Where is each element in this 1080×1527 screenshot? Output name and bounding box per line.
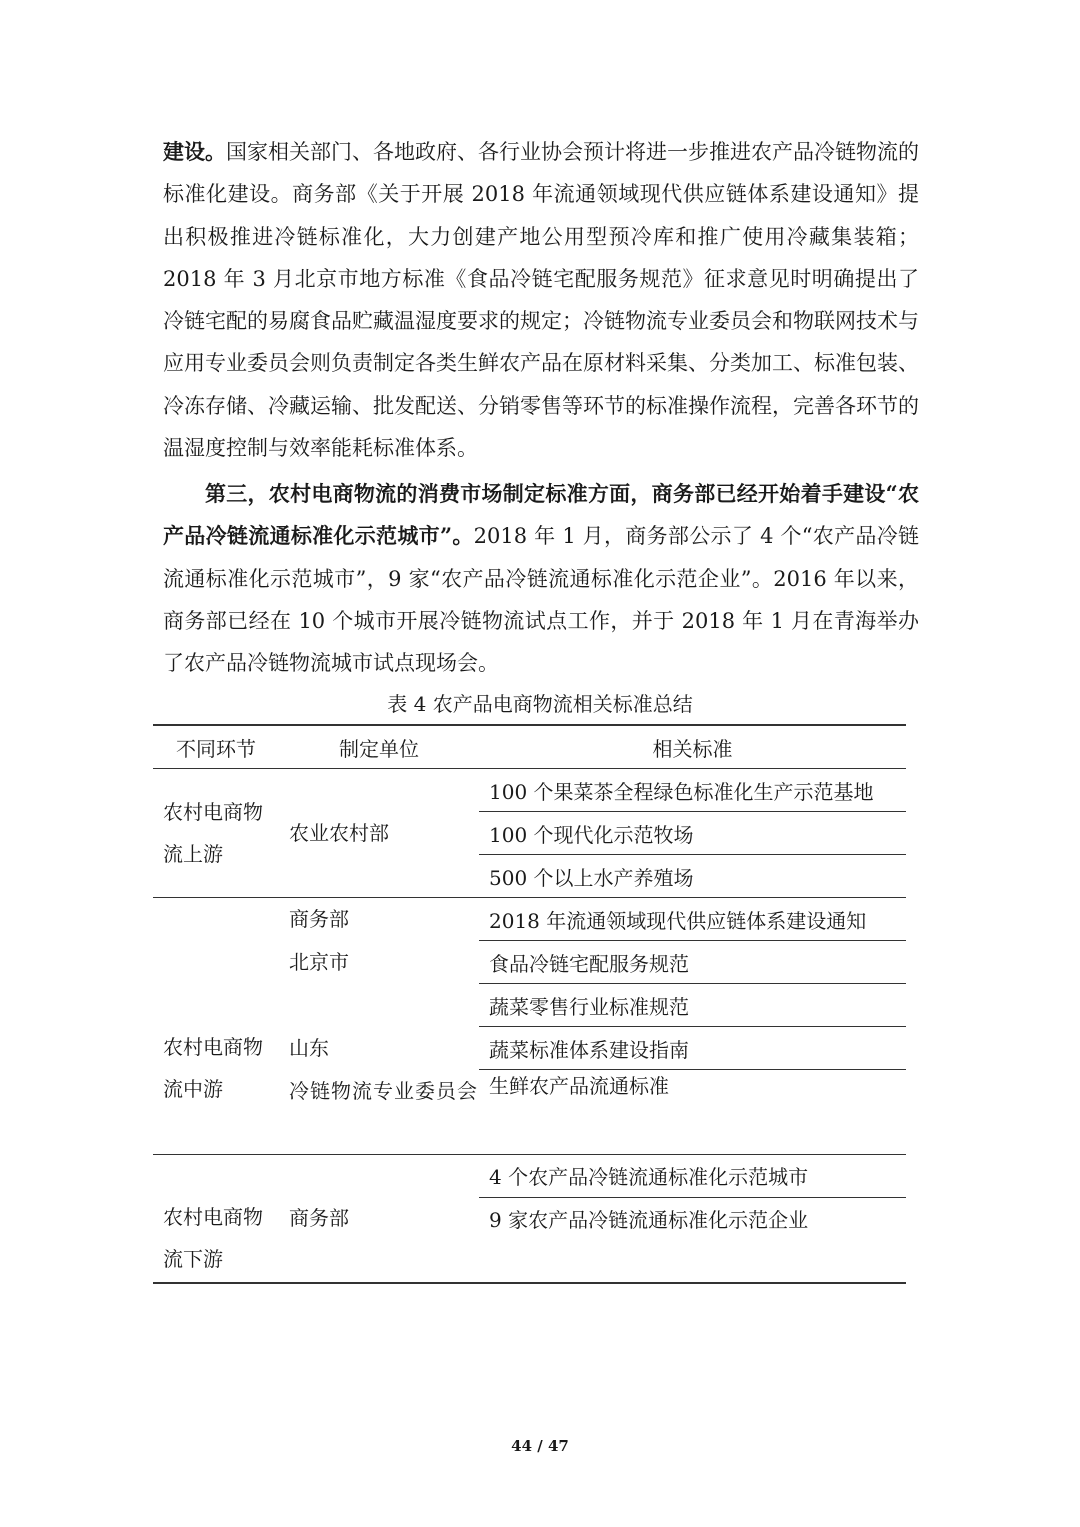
paragraph-body: 国家相关部门、各地政府、各行业协会预计将进一步推进农产品冷链物流的标准化建设。商务部《关于开展 2018 年流通领域现代供应链体系建设通知》提出积极推进冷链标准化，大力创建产地公用型预冷库和推广使用冷藏集装箱；2018 年 3 月北京市地方标准《食品冷链宅配服务规范》征求意见时明确提出了冷链宅配的易腐食品贮藏温湿度要求的规定；冷链物流专业委员会和物联网技术与应用专业委员会则负责制定各类生鲜农产品在原材料采集、分类加工、标准包装、冷冻存储、冷藏运输、批发配送、分销零售等环节的标准操作流程，完善各环节的温湿度控制与效率能耗标准体系。 <box>163 140 919 461</box>
standard-cell: 4 个农产品冷链流通标准化示范城市 <box>479 1154 906 1197</box>
org-cell: 农业农村部 <box>279 769 479 898</box>
standard-cell: 500 个以上水产养殖场 <box>479 855 906 898</box>
table-row <box>153 898 906 941</box>
standard-cell: 食品冷链宅配服务规范 <box>479 941 906 984</box>
table-caption: 表 4 农产品电商物流相关标准总结 <box>387 692 693 716</box>
paragraph-lead-bold: 第三，农村电商物流的消费市场制定标准方面，商务部已经开始着手建设“农产品冷链流通标准化示范城市”。 <box>163 481 919 549</box>
standard-cell: 100 个果菜茶全程绿色标准化生产示范基地 <box>479 769 906 812</box>
header-standard: 相关标准 <box>479 725 906 769</box>
org-cell: 北京市 <box>289 949 349 974</box>
paragraph-cold-chain-standards <box>163 131 919 469</box>
page-number: 44 / 47 <box>511 1437 569 1455</box>
standard-cell: 100 个现代化示范牧场 <box>479 812 906 855</box>
paragraph-consumer-market-standards <box>163 473 919 684</box>
empty-cell <box>479 1240 906 1283</box>
standard-cell: 蔬菜零售行业标准规范 <box>479 984 906 1027</box>
paragraph-lead-bold: 建设。 <box>163 139 226 164</box>
standard-cell: 生鲜农产品流通标准 <box>479 1070 906 1155</box>
header-stage: 不同环节 <box>153 725 279 769</box>
standard-cell: 蔬菜标准体系建设指南 <box>479 1027 906 1070</box>
stage-downstream: 农村电商物流下游 <box>153 1154 279 1283</box>
standards-summary-table <box>153 724 906 1284</box>
org-cell: 山东 <box>289 1036 329 1060</box>
org-cell: 冷链物流专业委员会 <box>279 1070 479 1155</box>
standard-cell: 9 家农产品冷链流通标准化示范企业 <box>489 1208 809 1232</box>
stage-midstream: 农村电商物流中游 <box>153 898 279 1155</box>
table-row <box>153 1154 906 1197</box>
stage-upstream: 农村电商物流上游 <box>153 769 279 898</box>
header-org: 制定单位 <box>279 725 479 769</box>
paragraph-body: 2018 年 1 月，商务部公示了 4 个“农产品冷链流通标准化示范城市”，9 家“农产品冷链流通标准化示范企业”。2016 年以来，商务部已经在 10 个城市开展冷链物流试点工作，并于 2018 年 1 月在青海举办了农产品冷链物流城市试点现场会。 <box>163 524 919 676</box>
org-cell: 商务部 <box>289 907 349 932</box>
org-cell: 商务部 <box>279 1154 479 1283</box>
table-row <box>153 769 906 812</box>
standard-cell: 2018 年流通领域现代供应链体系建设通知 <box>479 898 906 941</box>
table-header-row <box>153 725 906 769</box>
